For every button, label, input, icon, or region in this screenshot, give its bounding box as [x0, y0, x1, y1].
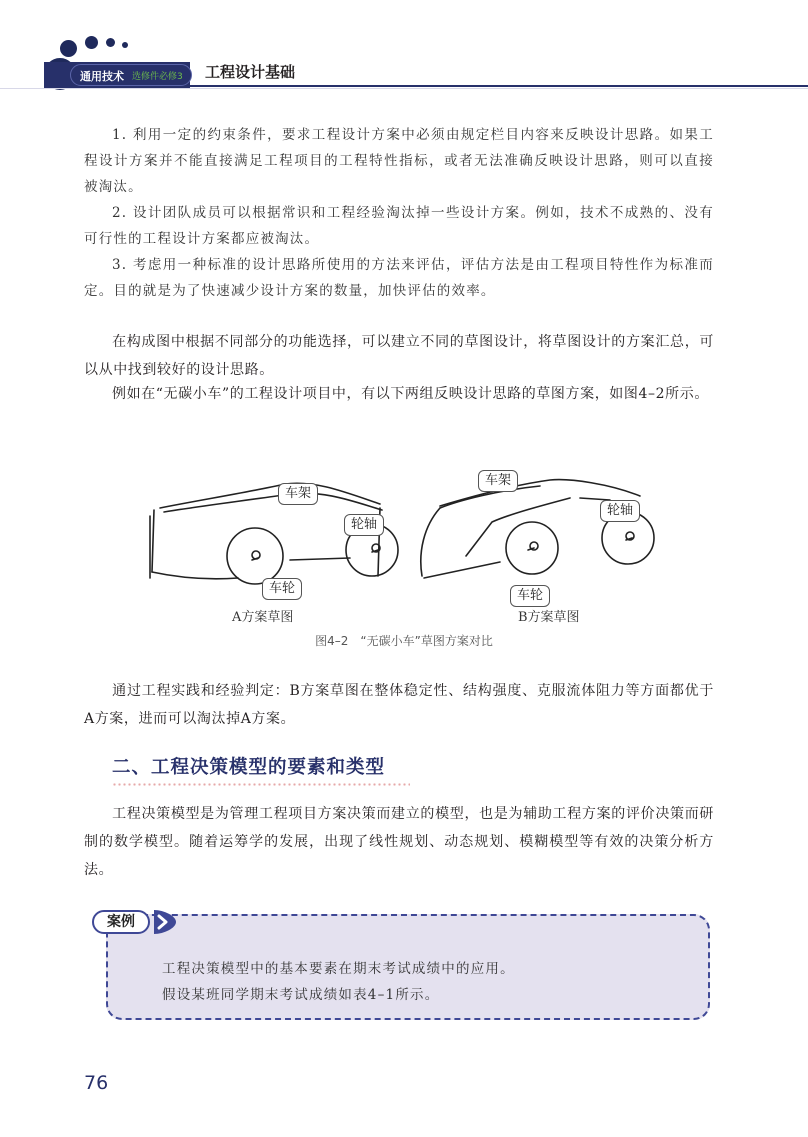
callout-wheel-b: 车轮: [510, 585, 550, 607]
header-rule: [190, 85, 808, 87]
body-paragraph: 在构成图中根据不同部分的功能选择，可以建立不同的草图设计，将草图设计的方案汇总，可以从中找到较好的设计思路。: [84, 334, 714, 378]
car-sketch-figure: [140, 460, 660, 620]
body-paragraph: 例如在“无碳小车”的工程设计项目中，有以下两组反映设计思路的草图方案，如图4–2所示。: [112, 386, 709, 402]
page-number: 76: [84, 1072, 109, 1094]
sketch-b: [421, 480, 654, 578]
case-line-1: 工程决策模型中的基本要素在期末考试成绩中的应用。: [162, 961, 515, 977]
case-line-2: 假设某班同学期末考试成绩如表4–1所示。: [162, 987, 440, 1003]
list-item: 3. 考虑用一种标准的设计思路所使用的方法来评估，评估方法是由工程项目特性作为标准而定。目的就是为了快速减少设计方案的数量，加快评估的效率。: [84, 257, 714, 299]
header-brand: 通用技术: [80, 70, 124, 83]
callout-frame-b: 车架: [478, 470, 518, 492]
decor-dot-icon: [122, 42, 128, 48]
list-item: 2. 设计团队成员可以根据常识和工程经验淘汰掉一些设计方案。例如，技术不成熟的、没有可行性的工程设计方案都应被淘汰。: [84, 205, 714, 247]
header-title: 工程设计基础: [205, 63, 296, 81]
callout-frame-a: 车架: [278, 483, 318, 505]
decor-dot-icon: [85, 36, 98, 49]
case-label: 案例: [92, 910, 150, 934]
callout-wheel-a: 车轮: [262, 578, 302, 600]
section-body: 工程决策模型是为管理工程项目方案决策而建立的模型，也是为辅助工程方案的评价决策而研制的数学模型。随着运筹学的发展，出现了线性规划、动态规划、模糊模型等有效的决策分析方法。: [84, 806, 714, 878]
decor-dot-icon: [60, 40, 77, 57]
header-volume: 选修件必修3: [132, 72, 183, 82]
caption-a: A方案草图: [232, 610, 294, 625]
section-underline: [112, 782, 410, 787]
decor-dot-icon: [106, 38, 115, 47]
callout-axle-a: 轮轴: [344, 514, 384, 536]
conclusion-paragraph: 通过工程实践和经验判定：B方案草图在整体稳定性、结构强度、克服流体阻力等方面都优于A方案，进而可以淘汰掉A方案。: [84, 683, 714, 727]
figure-caption: 图4–2 “无碳小车”草图方案对比: [315, 634, 493, 648]
header-rule-thin: [0, 88, 808, 89]
chevron-right-icon: [152, 908, 178, 936]
callout-axle-b: 轮轴: [600, 500, 640, 522]
caption-b: B方案草图: [518, 610, 580, 625]
section-title: 二、工程决策模型的要素和类型: [112, 757, 386, 778]
list-item: 1. 利用一定的约束条件，要求工程设计方案中必须由规定栏目内容来反映设计思路。如果工程设计方案并不能直接满足工程项目的工程特性指标，或者无法准确反映设计思路，则可以直接被淘汰。: [84, 127, 714, 195]
